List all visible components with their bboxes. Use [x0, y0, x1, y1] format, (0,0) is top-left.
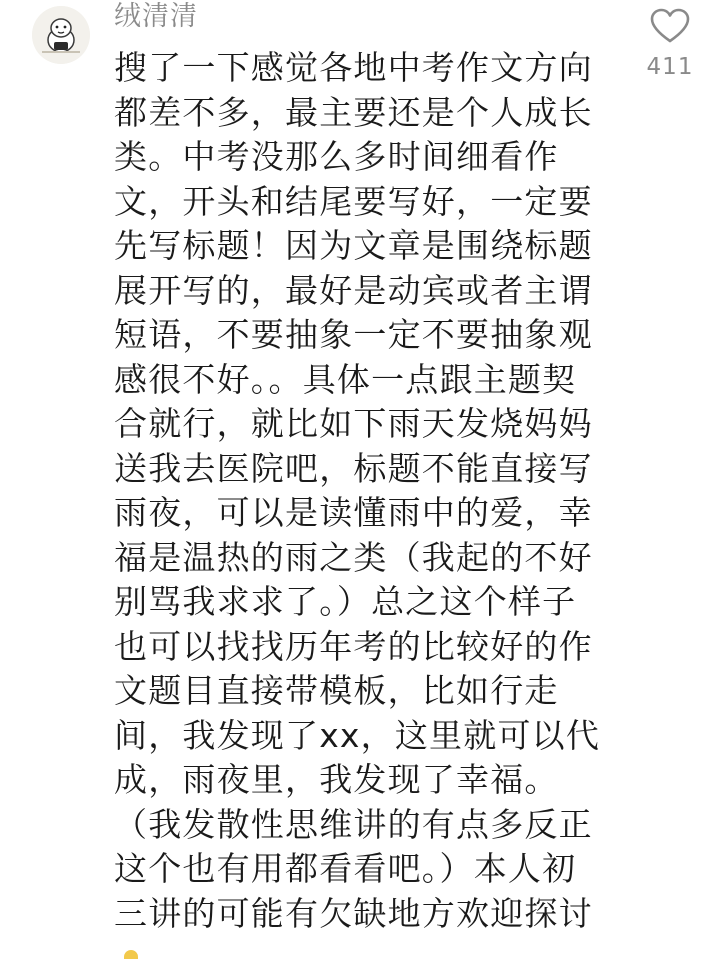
comment-text: 搜了一下感觉各地中考作文方向 都差不多，最主要还是个人成长 类。中考没那么多时间细看作 文，开头和结尾要写好，一定要 先写标题！因为文章是围绕标题 展开写的，最好是动宾或者主谓 短语，不要抽象一定不要抽象观 感很不好。。具体一点跟主题契 合就行，就比如下雨天发烧妈妈 送我去医院吧，标题不能直接写 雨夜，可以是读懂雨中的爱，幸 福是温热的雨之类（我起的不好 别骂我求求了。）总之这个样子 也可以找找历年考的比较好的作 文题目直接带模板，比如行走 间，我发现了xx，这里就可以代 成，雨夜里，我发现了幸福。 （我发散性思维讲的有点多反正 这个也有用都看看吧。）本人初 三讲的可能有欠缺地方欢迎探讨: [114, 48, 601, 933]
next-avatar-fragment: [124, 950, 138, 959]
avatar[interactable]: [32, 6, 90, 64]
like-button[interactable]: [640, 8, 700, 80]
avatar-illustration: [32, 6, 90, 64]
like-count: 411: [646, 54, 694, 80]
heart-outline-icon: [650, 8, 690, 44]
username[interactable]: 绒清清: [114, 1, 198, 32]
